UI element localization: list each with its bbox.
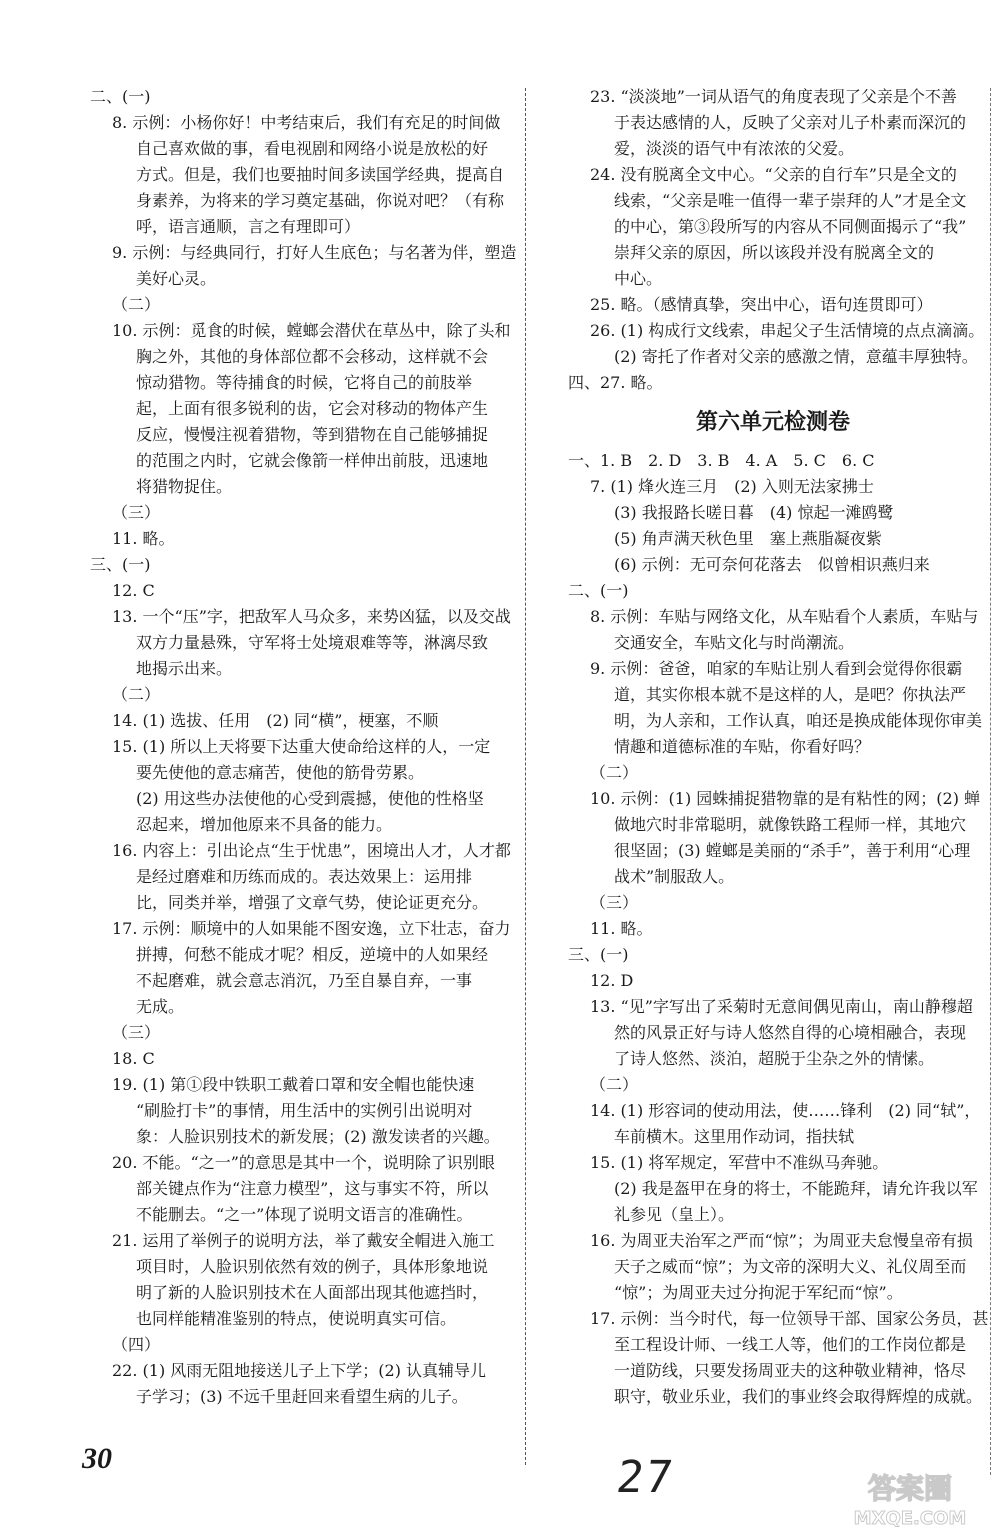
right-bottom-line: 一道防线，只要发扬周亚夫的这种敬业精神，恪尽 [614, 1361, 967, 1380]
left-line: 22. (1) 风雨无阻地接送儿子上下学；(2) 认真辅导儿 [112, 1361, 487, 1380]
right-bottom-line: 8. 示例：车贴与网络文化，从车贴看个人素质，车贴与 [590, 607, 979, 626]
left-line: 起，上面有很多锐利的齿，它会对移动的物体产生 [136, 399, 489, 418]
left-line: (2) 用这些办法使他的心受到震撼，使他的性格坚 [136, 789, 484, 808]
right-bottom-line: 道，其实你根本就不是这样的人，是吧？你执法严 [614, 685, 967, 704]
right-bottom-line: 17. 示例：当今时代，每一位领导干部、国家公务员，甚 [590, 1309, 989, 1328]
left-line: 子学习；(3) 不远千里赶回来看望生病的儿子。 [136, 1387, 468, 1406]
left-line: 比，同类并举，增强了文章气势，使论证更充分。 [136, 893, 489, 912]
left-line: 16. 内容上：引出论点“生于忧患”，困境出人才，人才都 [112, 841, 511, 860]
left-line: 二、(一) [90, 87, 151, 106]
right-bottom-line: 明，为人亲和，工作认真，咱还是换成能体现你审美 [614, 711, 983, 730]
right-bottom-line: （二） [590, 763, 639, 782]
left-line: 方式。但是，我们也要抽时间多读国学经典，提高自 [136, 165, 505, 184]
right-bottom-line: (5) 角声满天秋色里 塞上燕脂凝夜紫 [614, 529, 882, 548]
right-bottom-line: “惊”；为周亚夫过分拘泥于军纪而“惊”。 [614, 1283, 903, 1302]
right-bottom-line: 16. 为周亚夫治军之严而“惊”；为周亚夫怠慢皇帝有损 [590, 1231, 973, 1250]
left-line: （三） [112, 503, 161, 522]
left-line: 15. (1) 所以上天将要下达重大使命给这样的人，一定 [112, 737, 491, 756]
right-bottom-line: 二、(一) [568, 581, 629, 600]
watermark-logo [830, 1468, 990, 1530]
left-line: （二） [112, 295, 161, 314]
right-bottom-line: 情趣和道德标准的车贴，你看好吗？ [614, 737, 871, 756]
left-line: 项目时，人脸识别依然有效的例子，具体形象地说 [136, 1257, 489, 1276]
right-bottom-line: 至工程设计师、一线工人等，他们的工作岗位都是 [614, 1335, 967, 1354]
right-top-line: 的中心，第③段所写的内容从不同侧面揭示了“我” [614, 217, 967, 236]
left-line: 胸之外，其他的身体部位都不会移动，这样就不会 [136, 347, 489, 366]
left-line: 的范围之内时，它就会像箭一样伸出前肢，迅速地 [136, 451, 489, 470]
right-bottom-answers [568, 448, 989, 1410]
column-divider [525, 88, 526, 1465]
left-line: 是经过磨难和历练而成的。表达效果上：运用排 [136, 867, 473, 886]
left-line: 不能删去。“之一”体现了说明文语言的准确性。 [136, 1205, 473, 1224]
right-bottom-line: 车前横木。这里用作动词，指扶轼 [614, 1127, 855, 1146]
left-line: 反应，慢慢注视着猎物，等到猎物在自己能够捕捉 [136, 425, 489, 444]
right-bottom-line: 14. (1) 形容词的使动用法，使……锋利 (2) 同“轼”， [590, 1101, 981, 1120]
left-line: 部关键点作为“注意力模型”，这与事实不符，所以 [136, 1179, 489, 1198]
page-edge-line [990, 88, 991, 1475]
right-top-line: 26. (1) 构成行文线索，串起父子生活情境的点点滴滴。 [590, 321, 985, 340]
left-line: 13. 一个“压”字，把敌军人马众多，来势凶猛，以及交战 [112, 607, 511, 626]
page-number: 30 [82, 1442, 112, 1475]
right-top-answers [568, 84, 985, 396]
left-line: 美好心灵。 [136, 269, 217, 288]
right-bottom-line: 11. 略。 [590, 919, 653, 938]
right-bottom-line: （三） [590, 893, 639, 912]
right-top-line: 四、27. 略。 [568, 373, 663, 392]
left-line: 18. C [112, 1049, 155, 1068]
right-top-line: 线索，“父亲是唯一值得一辈子崇拜的人”才是全文 [614, 191, 967, 210]
right-bottom-line: 三、(一) [568, 945, 629, 964]
right-bottom-line: 礼参见（皇上）。 [614, 1205, 735, 1224]
right-bottom-line: 很坚固；(3) 螳螂是美丽的“杀手”，善于利用“心理 [614, 841, 971, 860]
left-line: “刷脸打卡”的事情，用生活中的实例引出说明对 [136, 1101, 473, 1120]
right-bottom-line: （二） [590, 1075, 639, 1094]
unit-title: 第六单元检测卷 [695, 410, 850, 435]
right-bottom-line: 做地穴时非常聪明，就像铁路工程师一样，其地穴 [614, 815, 967, 834]
left-line: 也同样能精准鉴别的特点，使说明真实可信。 [136, 1309, 457, 1328]
right-bottom-line: 12. D [590, 971, 634, 990]
right-top-line: 25. 略。（感情真挚，突出中心，语句连贯即可） [590, 295, 933, 314]
right-bottom-line: 9. 示例：爸爸，咱家的车贴让别人看到会觉得你很霸 [590, 659, 963, 678]
right-bottom-line: (3) 我报路长嗟日暮 (4) 惊起一滩鸥鹭 [614, 503, 894, 522]
left-line: 象：人脸识别技术的新发展；(2) 激发读者的兴趣。 [136, 1127, 500, 1146]
left-line: 身素养，为将来的学习奠定基础，你说对吧？（有称 [136, 191, 505, 210]
right-top-line: 中心。 [614, 269, 663, 288]
left-line: （三） [112, 1023, 161, 1042]
left-line: 8. 示例：小杨你好！中考结束后，我们有充足的时间做 [112, 113, 501, 132]
left-line: 地揭示出来。 [136, 659, 233, 678]
right-top-line: 崇拜父亲的原因，所以该段并没有脱离全文的 [614, 243, 935, 262]
left-column [90, 84, 517, 1410]
left-line: 自己喜欢做的事，看电视剧和网络小说是放松的好 [136, 139, 489, 158]
left-line: 双方力量悬殊，守军将士处境艰难等等，淋漓尽致 [136, 633, 489, 652]
right-bottom-line: 7. (1) 烽火连三月 (2) 入则无法家拂士 [590, 477, 874, 496]
right-bottom-line: 交通安全，车贴文化与时尚潮流。 [614, 633, 855, 652]
left-line: 无成。 [136, 997, 185, 1016]
right-top-line: 23. “淡淡地”一词从语气的角度表现了父亲是个不善 [590, 87, 957, 106]
right-bottom-line: 15. (1) 将军规定，军营中不准纵马奔驰。 [590, 1153, 889, 1172]
left-line: 21. 运用了举例子的说明方法，举了戴安全帽进入施工 [112, 1231, 495, 1250]
left-line: 17. 示例：顺境中的人如果能不图安逸，立下壮志，奋力 [112, 919, 511, 938]
right-bottom-line: 职守，敬业乐业，我们的事业终会取得辉煌的成就。 [614, 1387, 983, 1406]
left-line: 将猎物捉住。 [136, 477, 233, 496]
watermark-line2: MXQE.COM [853, 1508, 967, 1529]
left-line: （四） [112, 1335, 161, 1354]
left-line: 9. 示例：与经典同行，打好人生底色；与名著为伴，塑造 [112, 243, 517, 262]
left-line: 要先使他的意志痛苦，使他的筋骨劳累。 [136, 763, 425, 782]
right-bottom-line: 战术”制服敌人。 [614, 867, 735, 886]
left-line: 不起磨难，就会意志消沉，乃至自暴自弃，一事 [136, 971, 473, 990]
left-line: 忍起来，增加他原来不具备的能力。 [136, 815, 393, 834]
right-top-line: 爱，淡淡的语气中有浓浓的父爱。 [614, 139, 855, 158]
left-line: 14. (1) 选拔、任用 (2) 同“横”，梗塞，不顺 [112, 711, 439, 730]
right-bottom-line: 天子之威而“惊”；为文帝的深明大义、礼仪周至而 [614, 1257, 967, 1276]
left-line: 明了新的人脸识别技术在人面部出现其他遮挡时， [136, 1283, 489, 1302]
left-line: 三、(一) [90, 555, 151, 574]
left-line: 20. 不能。“之一”的意思是其中一个，说明除了识别眼 [112, 1153, 495, 1172]
right-top-line: 24. 没有脱离全文中心。“父亲的自行车”只是全文的 [590, 165, 957, 184]
right-bottom-line: 一、1. B 2. D 3. B 4. A 5. C 6. C [568, 451, 875, 470]
left-line: （二） [112, 685, 161, 704]
right-bottom-line: 了诗人悠然、淡泊，超脱于尘杂之外的情愫。 [614, 1049, 935, 1068]
right-bottom-line: (6) 示例：无可奈何花落去 似曾相识燕归来 [614, 555, 930, 574]
right-top-line: 于表达感情的人，反映了父亲对儿子朴素而深沉的 [614, 113, 967, 132]
right-top-line: (2) 寄托了作者对父亲的感激之情，意蕴丰厚独特。 [614, 347, 978, 366]
watermark-line1: 答案圈 [867, 1472, 953, 1505]
left-line: 19. (1) 第①段中铁职工戴着口罩和安全帽也能快速 [112, 1075, 475, 1094]
left-line: 呼，语言通顺，言之有理即可） [136, 217, 361, 236]
right-bottom-line: 13. “见”字写出了采菊时无意间偶见南山，南山静穆超 [590, 997, 973, 1016]
right-bottom-line: (2) 我是盔甲在身的将士，不能跪拜，请允许我以军 [614, 1179, 978, 1198]
right-column [568, 84, 989, 1410]
right-bottom-line: 10. 示例：(1) 园蛛捕捉猎物靠的是有粘性的网；(2) 蝉 [590, 789, 981, 808]
left-line: 惊动猎物。等待捕食的时候，它将自己的前肢举 [136, 373, 473, 392]
left-line: 12. C [112, 581, 155, 600]
left-line: 拼搏，何愁不能成才呢？相反，逆境中的人如果经 [136, 945, 489, 964]
right-bottom-line: 然的风景正好与诗人悠然自得的心境相融合，表现 [614, 1023, 967, 1042]
left-line: 10. 示例：觅食的时候，螳螂会潜伏在草丛中，除了头和 [112, 321, 511, 340]
handwritten-number: 27 [613, 1452, 678, 1503]
left-line: 11. 略。 [112, 529, 175, 548]
